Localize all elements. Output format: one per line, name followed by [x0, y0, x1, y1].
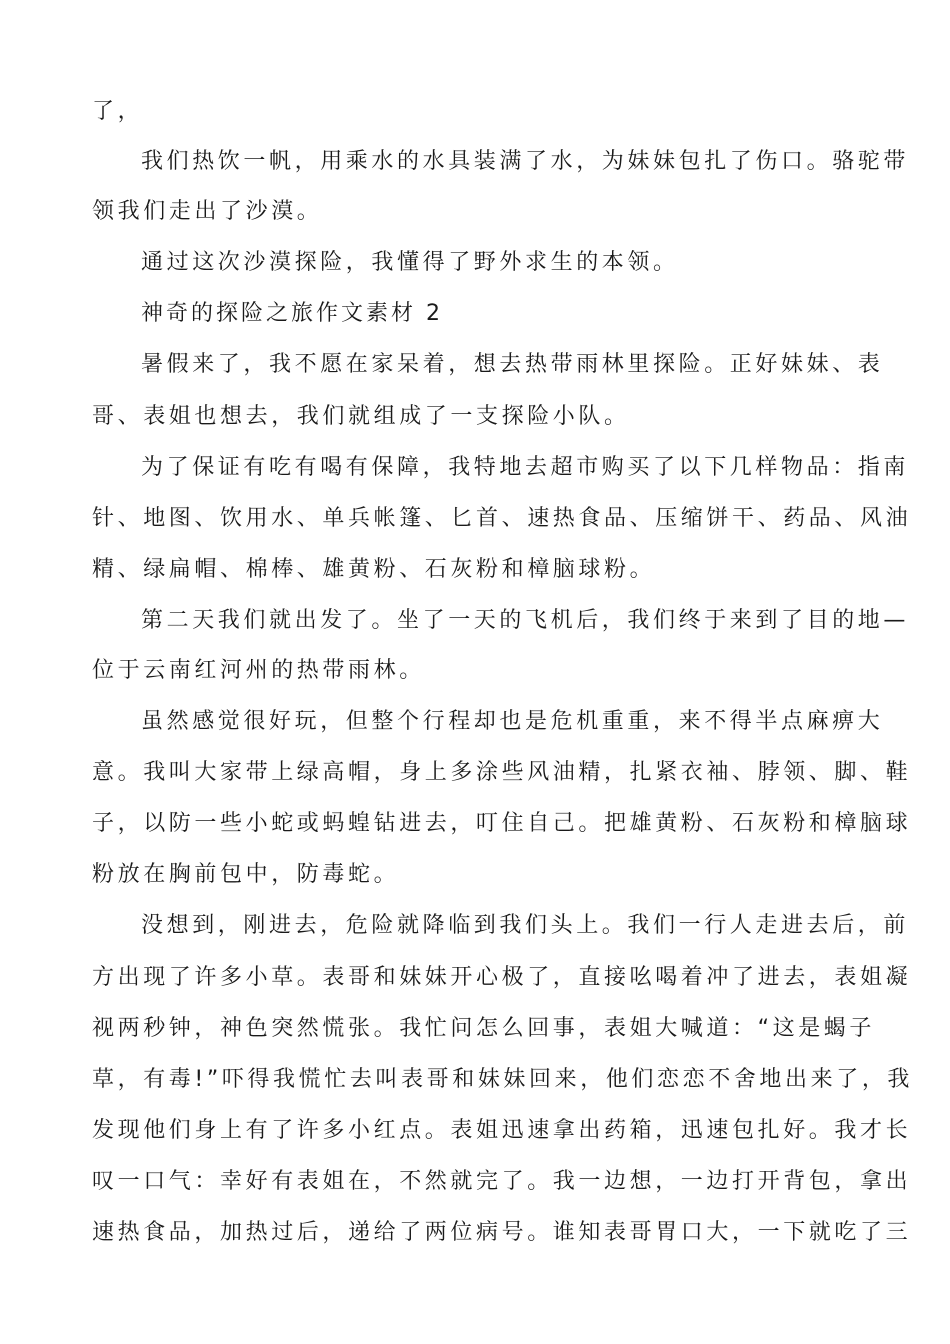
text-line: 叹一口气：幸好有表姐在，不然就完了。我一边想，一边打开背包，拿出 — [92, 1169, 912, 1194]
text-line: 没想到，刚进去，危险就降临到我们头上。我们一行人走进去后，前 — [141, 913, 910, 938]
text-line: 草，有毒!”吓得我慌忙去叫表哥和妹妹回来，他们恋恋不舍地出来了，我 — [92, 1067, 914, 1092]
text-line: 第二天我们就出发了。坐了一天的飞机后，我们终于来到了目的地— — [141, 608, 910, 633]
section-heading: 神奇的探险之旅作文素材 2 — [141, 301, 443, 326]
text-line: 领我们走出了沙漠。 — [92, 199, 323, 224]
text-line: 粉放在胸前包中，防毒蛇。 — [92, 862, 400, 887]
text-line: 发现他们身上有了许多小红点。表姐迅速拿出药箱，迅速包扎好。我才长 — [92, 1118, 912, 1143]
text-line: 速热食品，加热过后，递给了两位病号。谁知表哥胃口大，一下就吃了三 — [92, 1220, 912, 1245]
text-line: 了， — [92, 99, 144, 124]
text-line: 通过这次沙漠探险，我懂得了野外求生的本领。 — [141, 250, 679, 275]
text-line: 子，以防一些小蛇或蚂蝗钻进去，叮住自己。把雄黄粉、石灰粉和樟脑球 — [92, 811, 912, 836]
text-line: 位于云南红河州的热带雨林。 — [92, 658, 425, 683]
text-line: 视两秒钟，神色突然慌张。我忙问怎么回事，表姐大喊道：“这是蝎子 — [92, 1016, 875, 1041]
text-line: 哥、表姐也想去，我们就组成了一支探险小队。 — [92, 404, 630, 429]
text-line: 虽然感觉很好玩，但整个行程却也是危机重重，来不得半点麻痹大 — [141, 709, 884, 734]
text-line: 精、绿扁帽、棉棒、雄黄粉、石灰粉和樟脑球粉。 — [92, 557, 656, 582]
text-line: 方出现了许多小草。表哥和妹妹开心极了，直接吆喝着冲了进去，表姐凝 — [92, 965, 912, 990]
text-line: 暑假来了，我不愿在家呆着，想去热带雨林里探险。正好妹妹、表 — [141, 352, 884, 377]
text-line: 意。我叫大家带上绿高帽，身上多涂些风油精，扎紧衣袖、脖领、脚、鞋 — [92, 760, 912, 785]
text-line: 为了保证有吃有喝有保障，我特地去超市购买了以下几样物品：指南 — [141, 455, 910, 480]
text-line: 我们热饮一帆，用乘水的水具装满了水，为妹妹包扎了伤口。骆驼带 — [141, 149, 910, 174]
text-line: 针、地图、饮用水、单兵帐篷、匕首、速热食品、压缩饼干、药品、风油 — [92, 506, 912, 531]
